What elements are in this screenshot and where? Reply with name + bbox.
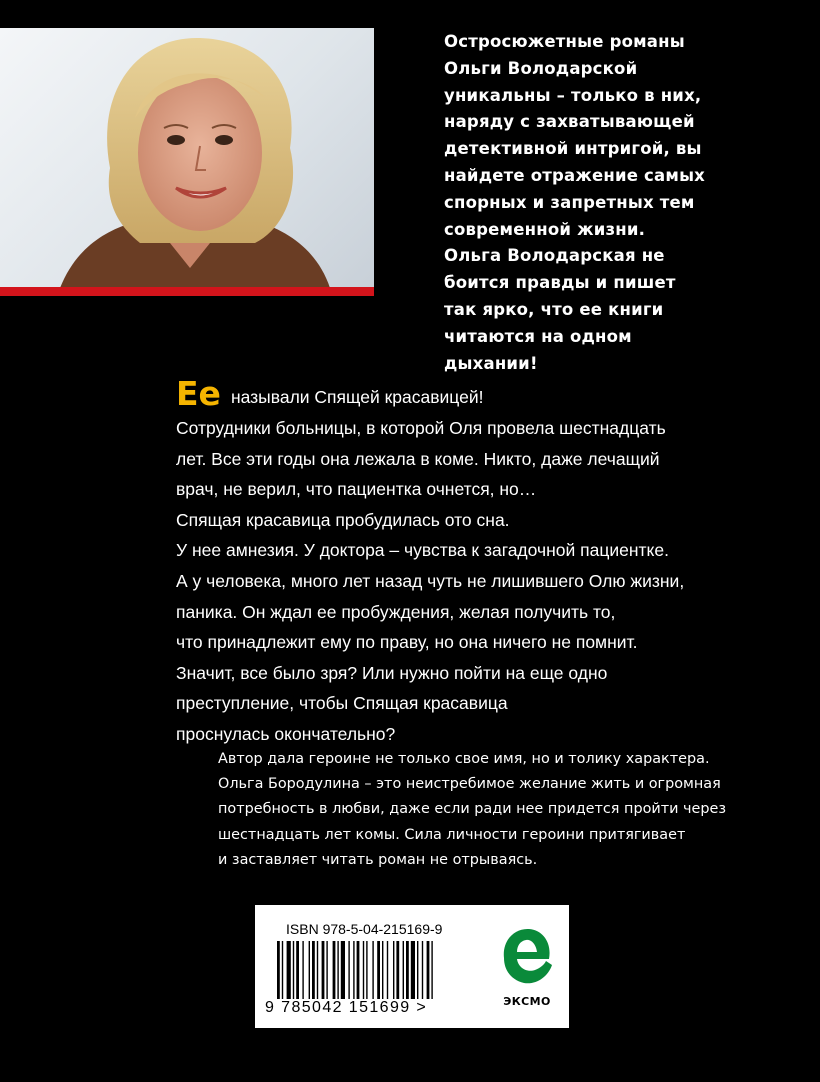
blurb-line: боится правды и пишет <box>444 273 676 293</box>
synopsis-line: У нее амнезия. У доктора – чувства к загадочной пациентке. <box>176 540 670 561</box>
author-note-line: и заставляет читать роман не отрываясь. <box>218 851 538 868</box>
red-divider-strip <box>0 287 374 296</box>
eksmo-logo-icon <box>498 925 556 991</box>
synopsis-first-line-text: называли Спящей красавицей! <box>230 387 484 407</box>
author-note-line: Автор дала героине не только свое имя, но и толику характера. <box>218 751 710 767</box>
synopsis <box>176 375 736 750</box>
drop-cap: Ее <box>176 374 221 413</box>
blurb-line: дыхании! <box>444 353 538 373</box>
author-photo <box>0 28 374 288</box>
barcode-panel <box>255 905 569 1028</box>
blurb-line: так ярко, что ее книги <box>444 299 664 319</box>
blurb-line: детективной интригой, вы <box>444 139 702 159</box>
barcode-bars <box>277 941 467 999</box>
author-blurb <box>444 29 774 377</box>
synopsis-line: Спящая красавица пробудилась ото сна. <box>176 509 510 530</box>
blurb-line: наряду с захватывающей <box>444 112 695 132</box>
isbn-text: ISBN 978-5-04-215169-9 <box>286 921 443 937</box>
synopsis-line: что принадлежит ему по праву, но она ничего не помнит. <box>176 632 638 653</box>
blurb-line: уникальны – только в них, <box>444 85 702 105</box>
author-note-line: потребность в любви, даже если ради нее придется пройти через <box>218 801 727 818</box>
author-note-line: шестнадцать лет комы. Сила личности героини притягивает <box>218 826 686 843</box>
synopsis-line: А у человека, много лет назад чуть не лишившего Олю жизни, <box>176 570 685 591</box>
synopsis-line: Значит, все было зря? Или нужно пойти на еще одно <box>176 662 608 683</box>
synopsis-line: проснулась окончательно? <box>176 723 396 744</box>
barcode-digits: 9 785042 151699 > <box>265 999 428 1016</box>
publisher-name: ЭКСМО <box>503 995 551 1008</box>
synopsis-line: преступление, чтобы Спящая красавица <box>176 693 508 714</box>
synopsis-first-line <box>176 375 736 413</box>
author-note <box>218 747 778 873</box>
synopsis-line: Сотрудники больницы, в которой Оля провела шестнадцать <box>176 418 666 438</box>
blurb-line: Ольга Володарская не <box>444 246 665 266</box>
blurb-line: современной жизни. <box>444 219 646 239</box>
synopsis-line: лет. Все эти годы она лежала в коме. Никто, даже лечащий <box>176 448 660 469</box>
blurb-line: найдете отражение самых <box>444 165 706 185</box>
blurb-line: спорных и запретных тем <box>444 192 695 212</box>
blurb-line: Ольги Володарской <box>444 58 638 78</box>
blurb-line: читаются на одном <box>444 326 632 346</box>
author-note-line: Ольга Бородулина – это неистребимое желание жить и огромная <box>218 776 721 793</box>
synopsis-line: паника. Он ждал ее пробуждения, желая получить то, <box>176 601 616 622</box>
blurb-line: Остросюжетные романы <box>444 32 685 51</box>
synopsis-line: врач, не верил, что пациентка очнется, но… <box>176 479 537 500</box>
